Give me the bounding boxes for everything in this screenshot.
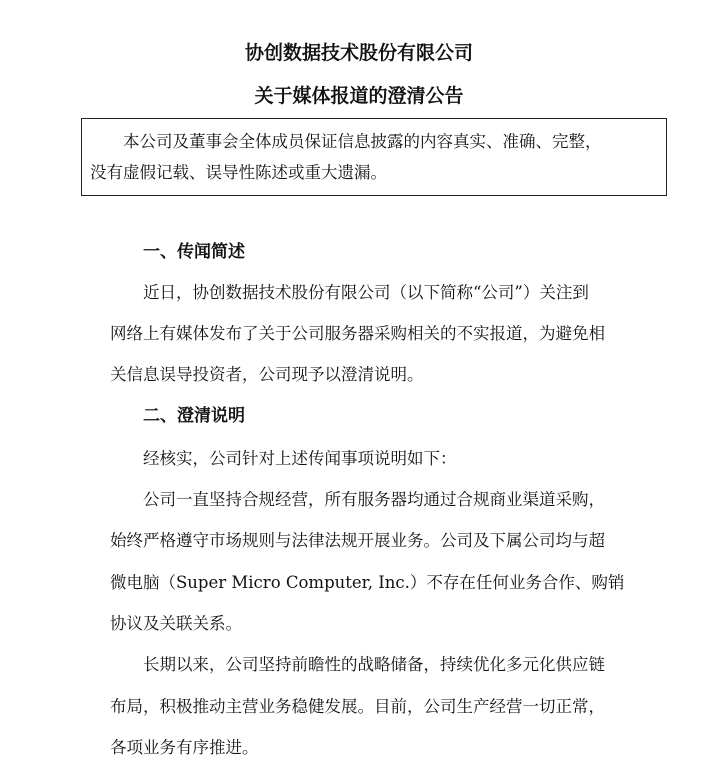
paragraph-line: 始终严格遵守市场规则与法律法规开展业务。公司及下属公司均与超 bbox=[110, 531, 605, 550]
paragraph-line: 各项业务有序推进。 bbox=[110, 738, 259, 757]
announcement-title: 关于媒体报道的澄清公告 bbox=[254, 85, 464, 107]
paragraph-line: 微电脑（Super Micro Computer, Inc.）不存在任何业务合作、购销 bbox=[110, 573, 625, 592]
paragraph-line: 近日，协创数据技术股份有限公司（以下简称“公司”）关注到 bbox=[143, 283, 589, 302]
section-heading-clarification: 二、澄清说明 bbox=[143, 406, 245, 426]
paragraph-line: 关信息误导投资者，公司现予以澄清说明。 bbox=[110, 365, 424, 384]
paragraph-line: 协议及关联关系。 bbox=[110, 614, 242, 633]
notice-line-1: 本公司及董事会全体成员保证信息披露的内容真实、准确、完整， bbox=[123, 132, 602, 151]
paragraph-line: 网络上有媒体发布了关于公司服务器采购相关的不实报道，为避免相 bbox=[110, 324, 605, 343]
company-title: 协创数据技术股份有限公司 bbox=[244, 42, 473, 64]
paragraph-line: 经核实，公司针对上述传闻事项说明如下： bbox=[143, 449, 457, 468]
paragraph-line: 公司一直坚持合规经营，所有服务器均通过合规商业渠道采购， bbox=[143, 490, 605, 509]
paragraph-line: 布局，积极推动主营业务稳健发展。目前，公司生产经营一切正常， bbox=[110, 697, 605, 716]
section-heading-rumor: 一、传闻简述 bbox=[143, 242, 245, 262]
paragraph-line: 长期以来，公司坚持前瞻性的战略储备，持续优化多元化供应链 bbox=[143, 655, 605, 674]
notice-line-2: 没有虚假记载、误导性陈述或重大遗漏。 bbox=[90, 163, 387, 182]
notice-box bbox=[81, 118, 667, 196]
